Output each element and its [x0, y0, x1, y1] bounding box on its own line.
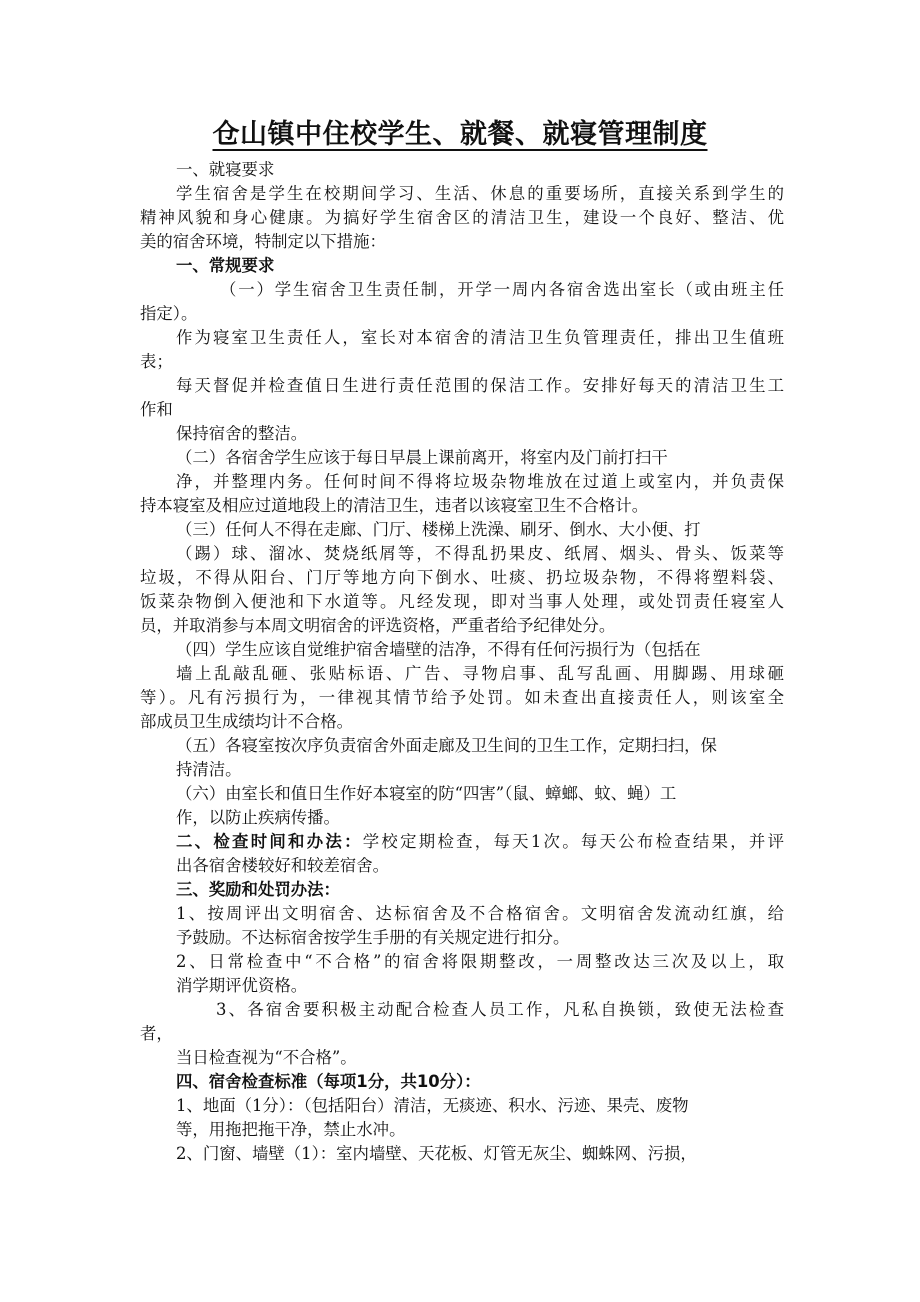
line-text: （二）各宿舍学生应该于每日早晨上课前离开，将室内及门前打扫干: [176, 448, 668, 467]
line-text: 持清洁。: [176, 760, 242, 779]
text-line: [140, 1142, 784, 1166]
section-heading: [140, 254, 784, 278]
text-line: [140, 158, 784, 182]
text-line: [140, 854, 784, 878]
line-text: 1、按周评出文明宿舍、达标宿舍及不合格宿舍。文明宿舍发流动红旗，给: [176, 904, 784, 923]
line-text: 1、地面（1分）：（包括阳台）清洁，无痰迹、积水、污迹、果壳、废物: [176, 1096, 689, 1115]
section-heading: [140, 1070, 784, 1094]
text-line: [140, 1022, 784, 1046]
line-text: 表；: [140, 352, 173, 371]
line-text: 精神风貌和身心健康。为搞好学生宿舍区的清洁卫生，建设一个良好、整洁、优: [140, 208, 784, 227]
line-text: 作为寝室卫生责任人，室长对本宿舍的清洁卫生负管理责任，排出卫生值班: [176, 328, 784, 347]
text-line: [140, 782, 784, 806]
text-line: [140, 566, 784, 590]
text-line: [140, 686, 784, 710]
text-line: [140, 998, 784, 1022]
line-text: 指定）。: [140, 304, 198, 323]
text-line: [140, 1094, 784, 1118]
text-line: [140, 542, 784, 566]
line-text: 学生宿舍是学生在校期间学习、生活、休息的重要场所，直接关系到学生的: [176, 184, 784, 203]
line-text: 出各宿舍楼较好和较差宿舍。: [176, 856, 390, 875]
line-text: 持本寝室及相应过道地段上的清洁卫生，违者以该寝室卫生不合格计。: [140, 496, 649, 515]
line-text: 消学期评优资格。: [176, 976, 308, 995]
section-heading-label: 一、常规要求: [176, 256, 275, 275]
text-line: [140, 350, 784, 374]
text-line: [140, 470, 784, 494]
text-line: [140, 926, 784, 950]
line-text: 当日检查视为“不合格”。: [176, 1048, 357, 1067]
text-line: [140, 830, 784, 854]
text-line: [140, 734, 784, 758]
line-text: （五）各寝室按次序负责宿舍外面走廊及卫生间的卫生工作，定期扫扫，保: [176, 736, 717, 755]
document-title: 仓山镇中住校学生、就餐、就寝管理制度: [212, 119, 708, 150]
text-line: [140, 590, 784, 614]
text-line: [140, 758, 784, 782]
text-line: [140, 398, 784, 422]
text-line: [140, 206, 784, 230]
text-line: [140, 710, 784, 734]
text-line: [140, 422, 784, 446]
line-text: （四）学生应该自觉维护宿舍墙壁的洁净，不得有任何污损行为（包括在: [176, 640, 701, 659]
line-text: 员，并取消参与本周文明宿舍的评选资格，严重者给予纪律处分。: [140, 616, 616, 635]
line-text: 2、日常检查中“不合格”的宿舍将限期整改，一周整改达三次及以上，取: [176, 952, 784, 971]
line-text: （一）学生宿舍卫生责任制，开学一周内各宿舍选出室长（或由班主任: [220, 280, 784, 299]
line-text: （六）由室长和值日生作好本寝室的防“四害”（鼠、蟑螂、蚊、蝇）工: [176, 784, 677, 803]
document-body: [140, 158, 784, 1166]
text-line: [140, 518, 784, 542]
text-line: [140, 374, 784, 398]
line-text: 一、就寝要求: [176, 160, 275, 179]
text-line: [140, 902, 784, 926]
section-heading: [140, 878, 784, 902]
line-text: 美的宿舍环境，特制定以下措施：: [140, 232, 386, 251]
section-heading-label: 三、奖励和处罚办法：: [176, 880, 340, 899]
line-text: 2、门窗、墙壁（1）：室内墙壁、天花板、灯管无灰尘、蜘蛛网、污损，: [176, 1144, 697, 1163]
line-text: 者，: [140, 1024, 173, 1043]
line-text: 墙上乱敲乱砸、张贴标语、广告、寻物启事、乱写乱画、用脚踢、用球砸: [176, 664, 784, 683]
text-line: [140, 974, 784, 998]
line-text: 3、各宿舍要积极主动配合检查人员工作，凡私自换锁，致使无法检查: [216, 1000, 784, 1019]
text-line: [140, 278, 784, 302]
line-text: 饭菜杂物倒入便池和下水道等。凡经发现，即对当事人处理，或处罚责任寝室人: [140, 592, 784, 611]
text-line: [140, 1118, 784, 1142]
text-line: [140, 182, 784, 206]
line-text: 等）。凡有污损行为，一律视其情节给予处罚。如未查出直接责任人，则该室全: [140, 688, 784, 707]
line-text: （三）任何人不得在走廊、门厅、楼梯上洗澡、刷牙、倒水、大小便、打: [176, 520, 701, 539]
line-text: 垃圾，不得从阳台、门厅等地方向下倒水、吐痰、扔垃圾杂物，不得将塑料袋、: [140, 568, 784, 587]
line-text: 作，以防止疾病传播。: [176, 808, 340, 827]
line-text: 保持宿舍的整洁。: [176, 424, 308, 443]
text-line: [140, 1046, 784, 1070]
text-line: [140, 662, 784, 686]
text-line: [140, 446, 784, 470]
line-text: 作和: [140, 400, 173, 419]
line-text: 等，用拖把拖干净，禁止水冲。: [176, 1120, 406, 1139]
text-line: [140, 950, 784, 974]
line-text: 予鼓励。不达标宿舍按学生手册的有关规定进行扣分。: [176, 928, 570, 947]
text-line: [140, 326, 784, 350]
line-text: 学校定期检查，每天1次。每天公布检查结果，并评: [362, 832, 785, 851]
text-line: [140, 638, 784, 662]
text-line: [140, 230, 784, 254]
section-heading-label: 四、宿舍检查标准（每项1分，共10分）：: [176, 1072, 481, 1091]
line-text: （踢）球、溜冰、焚烧纸屑等，不得乱扔果皮、纸屑、烟头、骨头、饭菜等: [176, 544, 784, 563]
section-heading-label: 二、检查时间和办法：: [176, 832, 363, 851]
text-line: [140, 806, 784, 830]
text-line: [140, 302, 784, 326]
line-text: 每天督促并检查值日生进行责任范围的保洁工作。安排好每天的清洁卫生工: [176, 376, 784, 395]
line-text: 部成员卫生成绩均计不合格。: [140, 712, 354, 731]
text-line: [140, 614, 784, 638]
line-text: 净，并整理内务。任何时间不得将垃圾杂物堆放在过道上或室内，并负责保: [176, 472, 784, 491]
text-line: [140, 494, 784, 518]
